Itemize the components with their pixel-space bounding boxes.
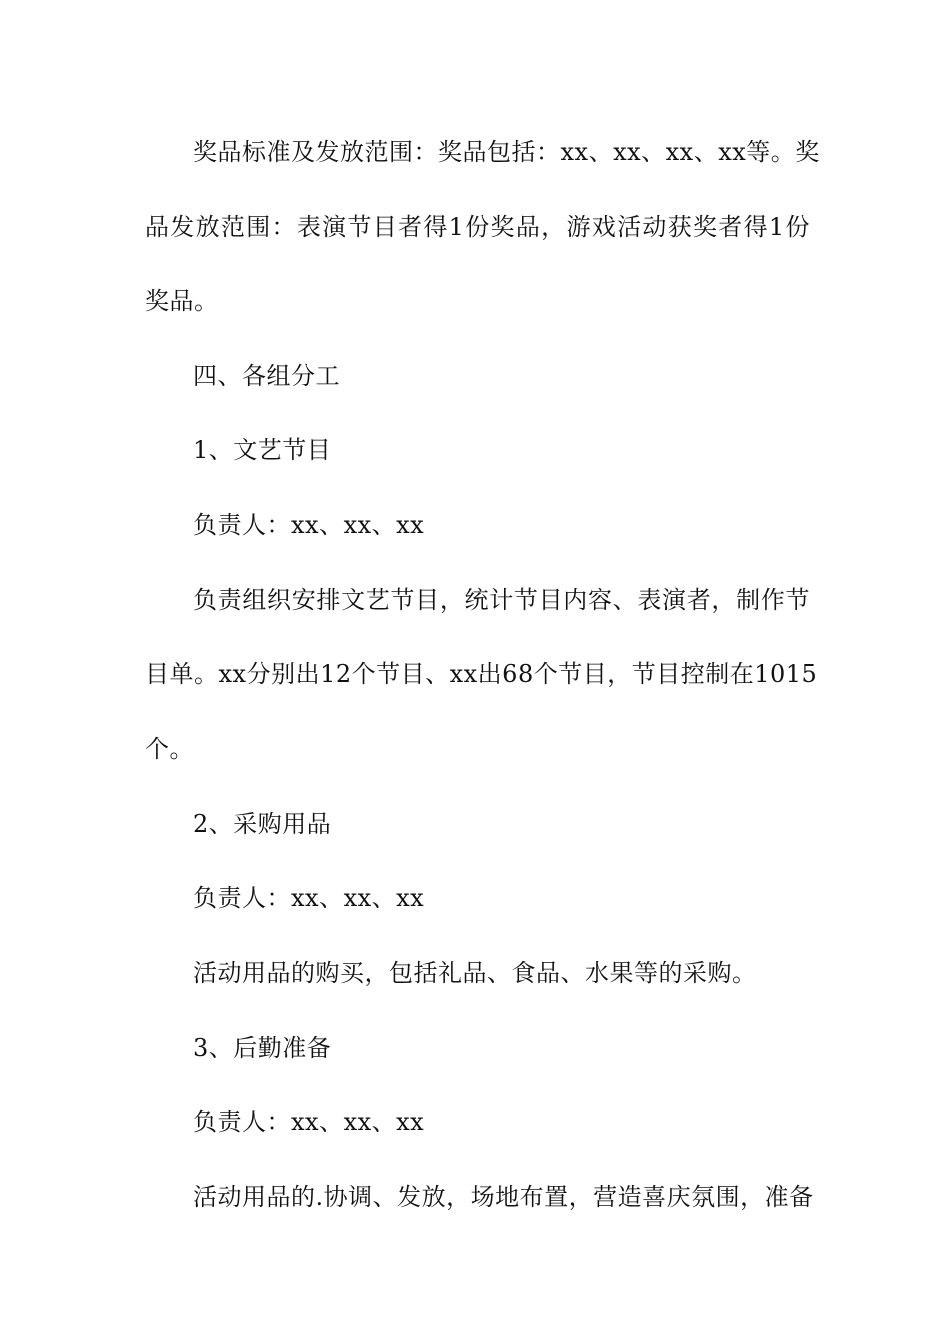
paragraph-prizes-line-1: 奖品标准及发放范围：奖品包括：xx、xx、xx、xx等。奖 <box>193 138 820 166</box>
paragraph-purchasing: 活动用品的购买，包括礼品、食品、水果等的采购。 <box>193 959 757 987</box>
responsible-person-arts: 负责人：xx、xx、xx <box>193 511 425 539</box>
responsible-person-logistics: 负责人：xx、xx、xx <box>193 1108 425 1136</box>
paragraph-arts-line-1: 负责组织安排文艺节目，统计节目内容、表演者，制作节 <box>193 586 810 614</box>
paragraph-arts-line-3: 个。 <box>145 735 194 763</box>
paragraph-arts-line-2: 目单。xx分别出12个节目、xx出68个节目，节目控制在1015 <box>145 660 818 688</box>
subheading-arts-program: 1、文艺节目 <box>193 436 332 464</box>
paragraph-prizes-line-3: 奖品。 <box>145 287 219 315</box>
subheading-purchasing: 2、采购用品 <box>193 810 332 838</box>
paragraph-logistics-line-1: 活动用品的.协调、发放，场地布置，营造喜庆氛围，准备 <box>193 1183 814 1211</box>
section-heading-division: 四、各组分工 <box>193 362 340 390</box>
responsible-person-purchasing: 负责人：xx、xx、xx <box>193 884 425 912</box>
subheading-logistics: 3、后勤准备 <box>193 1034 332 1062</box>
paragraph-prizes-line-2: 品发放范围：表演节目者得1份奖品，游戏活动获奖者得1份 <box>145 213 810 241</box>
